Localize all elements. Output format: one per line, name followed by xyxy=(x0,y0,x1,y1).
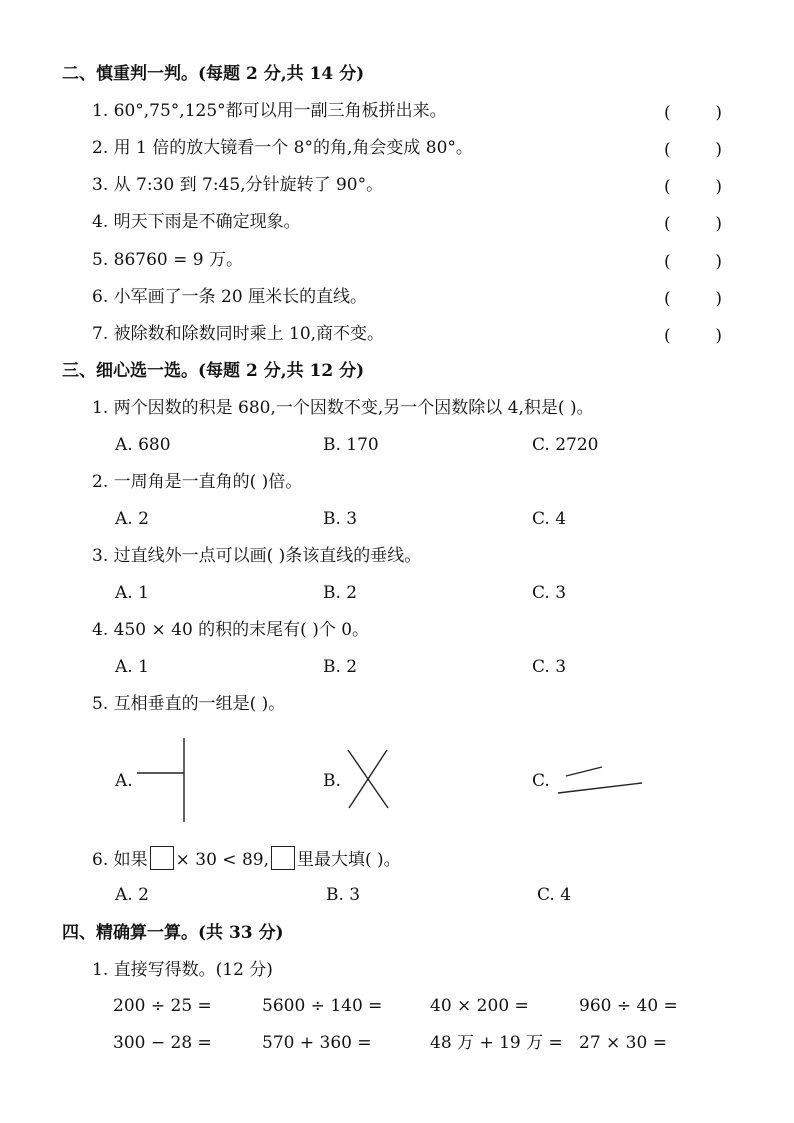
q3-option-a[interactable]: A. 1 xyxy=(115,583,149,603)
figure-b-crossing xyxy=(348,750,388,808)
answer-blank-5[interactable]: ( ) xyxy=(664,252,722,272)
blank-box-1[interactable] xyxy=(150,846,174,870)
q4-option-c[interactable]: C. 3 xyxy=(532,657,567,677)
judge-item-5: 5. 86760 = 9 万。 xyxy=(92,250,243,270)
judge-item-3: 3. 从 7:30 到 7:45,分针旋转了 90°。 xyxy=(92,175,384,195)
calc-1-1: 200 ÷ 25 = xyxy=(113,996,212,1016)
judge-item-7: 7. 被除数和除数同时乘上 10,商不变。 xyxy=(92,324,385,344)
q5-option-c[interactable]: C. xyxy=(532,771,550,791)
answer-blank-3[interactable]: ( ) xyxy=(664,177,722,197)
calc-2-1: 300 − 28 = xyxy=(113,1033,212,1053)
section3-heading: 三、细心选一选。(每题 2 分,共 12 分) xyxy=(62,361,365,381)
q6-option-c[interactable]: C. 4 xyxy=(537,885,572,905)
q4-option-b[interactable]: B. 2 xyxy=(323,657,358,677)
choice-question-1: 1. 两个因数的积是 680,一个因数不变,另一个因数除以 4,积是( )。 xyxy=(92,398,594,418)
calc-1-3: 40 × 200 = xyxy=(430,996,529,1016)
q5-option-a[interactable]: A. xyxy=(115,771,133,791)
calc-1-2: 5600 ÷ 140 = xyxy=(262,996,383,1016)
q5-option-b[interactable]: B. xyxy=(323,771,341,791)
answer-blank-6[interactable]: ( ) xyxy=(664,289,722,309)
judge-item-1: 1. 60°,75°,125°都可以用一副三角板拼出来。 xyxy=(92,101,447,121)
answer-blank-7[interactable]: ( ) xyxy=(664,326,722,346)
calc-2-4: 27 × 30 = xyxy=(579,1033,667,1053)
section2-heading: 二、慎重判一判。(每题 2 分,共 14 分) xyxy=(62,64,365,84)
q6-option-b[interactable]: B. 3 xyxy=(326,885,361,905)
q2-option-a[interactable]: A. 2 xyxy=(115,509,149,529)
judge-item-2: 2. 用 1 倍的放大镜看一个 8°的角,角会变成 80°。 xyxy=(92,138,473,158)
section4-heading: 四、精确算一算。(共 33 分) xyxy=(62,923,284,943)
choice-question-3: 3. 过直线外一点可以画( )条该直线的垂线。 xyxy=(92,546,422,566)
choice-question-2: 2. 一周角是一直角的( )倍。 xyxy=(92,472,303,492)
choice-question-5: 5. 互相垂直的一组是( )。 xyxy=(92,694,286,714)
choice-question-4: 4. 450 × 40 的积的末尾有( )个 0。 xyxy=(92,620,370,640)
q1-option-a[interactable]: A. 680 xyxy=(115,435,171,455)
q3-option-b[interactable]: B. 2 xyxy=(323,583,358,603)
q1-option-b[interactable]: B. 170 xyxy=(323,435,379,455)
q1-option-c[interactable]: C. 2720 xyxy=(532,435,599,455)
judge-item-4: 4. 明天下雨是不确定现象。 xyxy=(92,212,301,232)
q6-option-a[interactable]: A. 2 xyxy=(115,885,149,905)
judge-item-6: 6. 小军画了一条 20 厘米长的直线。 xyxy=(92,287,368,307)
figure-c-lines xyxy=(558,767,642,793)
figure-a-perpendicular xyxy=(137,738,184,822)
calc-1-4: 960 ÷ 40 = xyxy=(579,996,678,1016)
choice-question-6: 6. 如果 × 30 < 89, 里最大填( )。 xyxy=(92,846,401,870)
calc-2-2: 570 + 360 = xyxy=(262,1033,372,1053)
sub-question-1: 1. 直接写得数。(12 分) xyxy=(92,960,273,980)
q4-option-a[interactable]: A. 1 xyxy=(115,657,149,677)
q2-option-c[interactable]: C. 4 xyxy=(532,509,567,529)
blank-box-2[interactable] xyxy=(271,846,295,870)
calc-2-3: 48 万 + 19 万 = xyxy=(430,1033,563,1053)
answer-blank-1[interactable]: ( ) xyxy=(664,103,722,123)
q2-option-b[interactable]: B. 3 xyxy=(323,509,358,529)
q3-option-c[interactable]: C. 3 xyxy=(532,583,567,603)
answer-blank-4[interactable]: ( ) xyxy=(664,214,722,234)
answer-blank-2[interactable]: ( ) xyxy=(664,140,722,160)
